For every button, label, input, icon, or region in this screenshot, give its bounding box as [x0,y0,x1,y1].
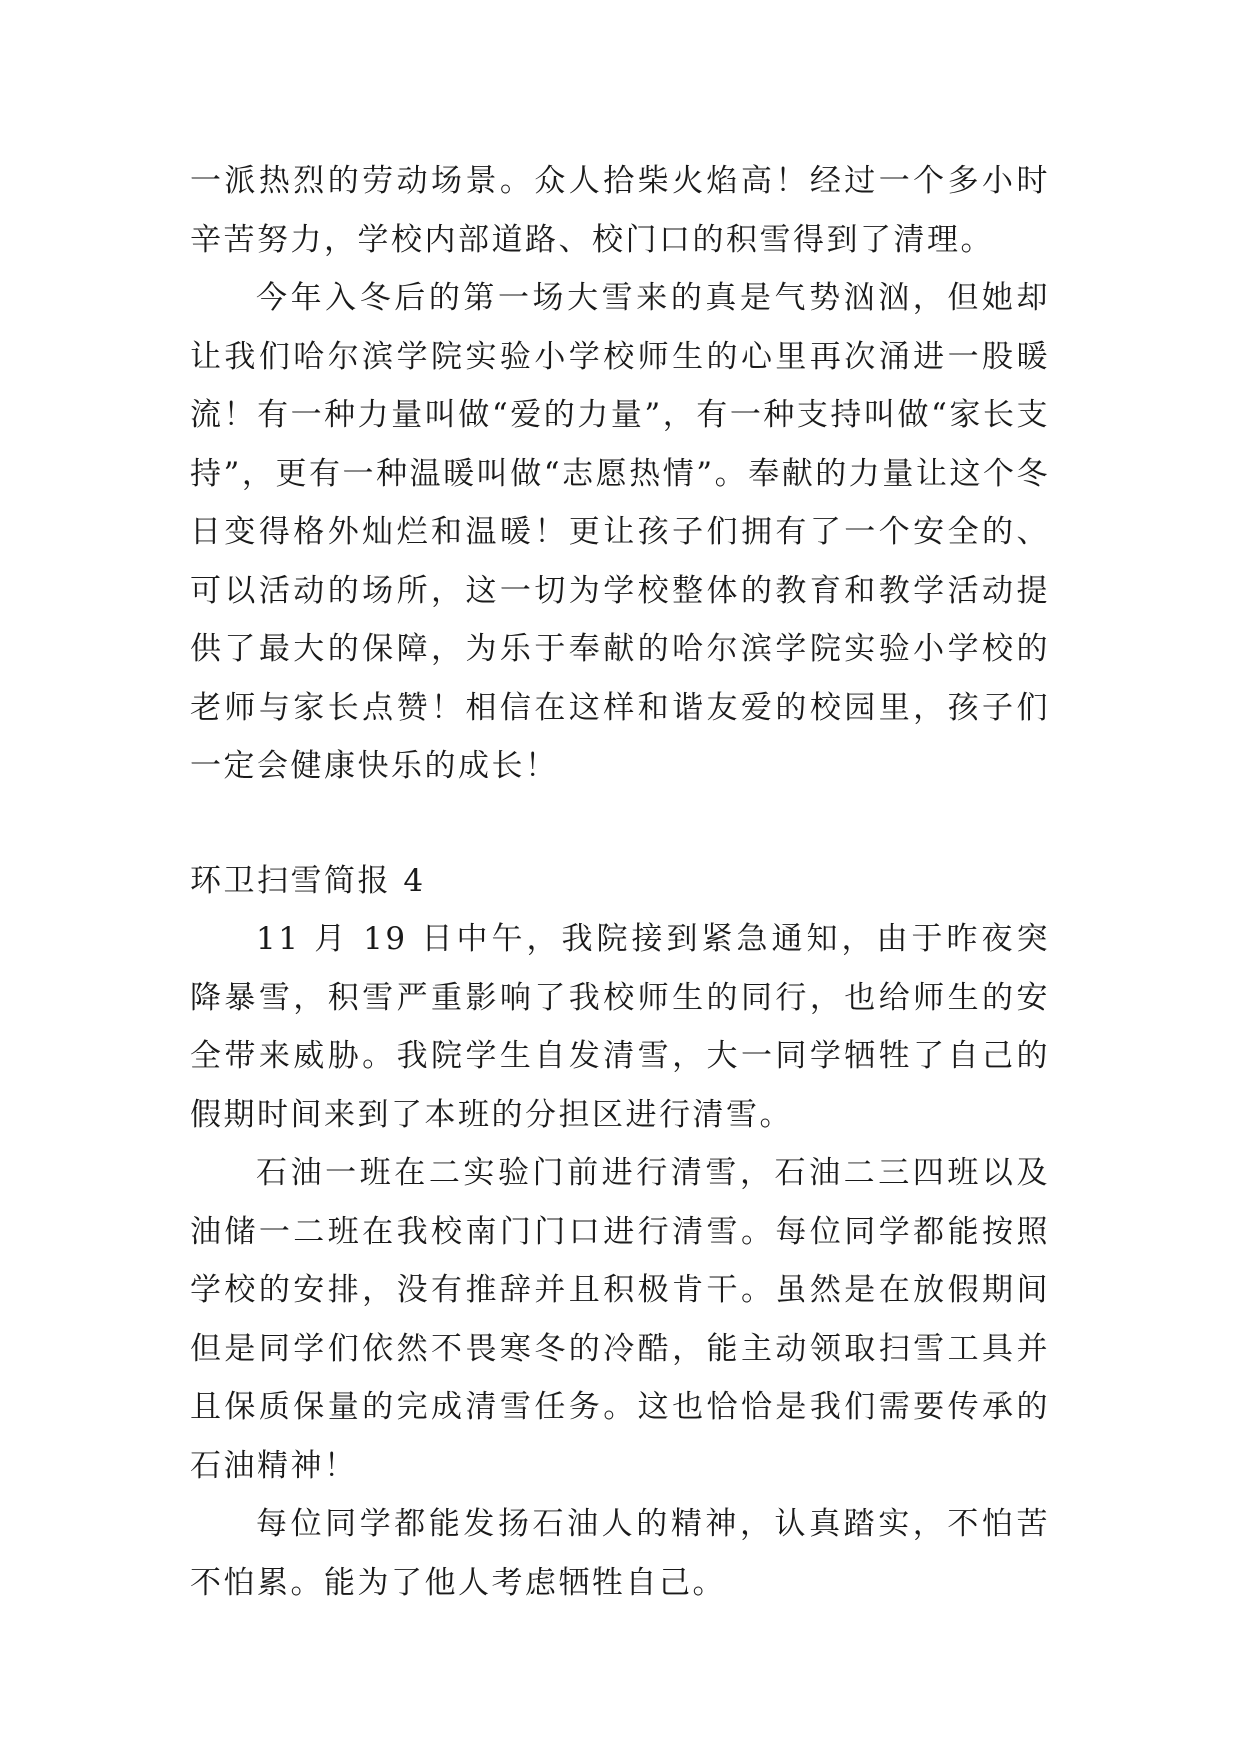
paragraph-winter-snow: 今年入冬后的第一场大雪来的真是气势汹汹，但她却让我们哈尔滨学院实验小学校师生的心里再次涌进一股暖流！有一种力量叫做“爱的力量”，有一种支持叫做“家长支持”，更有一种温暖叫做“志愿热情”。奉献的力量让这个冬日变得格外灿烂和温暖！更让孩子们拥有了一个安全的、可以活动的场所，这一切为学校整体的教育和教学活动提供了最大的保障，为乐于奉献的哈尔滨学院实验小学校的老师与家长点赞！相信在这样和谐友爱的校园里，孩子们一定会健康快乐的成长！ [190,280,1050,784]
paragraph-continued: 一派热烈的劳动场景。众人拾柴火焰高！经过一个多小时辛苦努力，学校内部道路、校门口的积雪得到了清理。 [190,163,1050,258]
document-body [190,152,1050,1612]
section-title: 环卫扫雪简报 4 [190,862,426,899]
paragraph-notice: 11 月 19 日中午，我院接到紧急通知，由于昨夜突降暴雪，积雪严重影响了我校师生的同行，也给师生的安全带来威胁。我院学生自发清雪，大一同学牺牲了自己的假期时间来到了本班的分担区进行清雪。 [190,921,1050,1133]
paragraph-spirit: 每位同学都能发扬石油人的精神，认真踏实，不怕苦不怕累。能为了他人考虑牺牲自己。 [190,1506,1050,1601]
paragraph-classes: 石油一班在二实验门前进行清雪，石油二三四班以及油储一二班在我校南门门口进行清雪。每位同学都能按照学校的安排，没有推辞并且积极肯干。虽然是在放假期间但是同学们依然不畏寒冬的冷酷，能主动领取扫雪工具并且保质保量的完成清雪任务。这也恰恰是我们需要传承的石油精神！ [190,1155,1050,1484]
